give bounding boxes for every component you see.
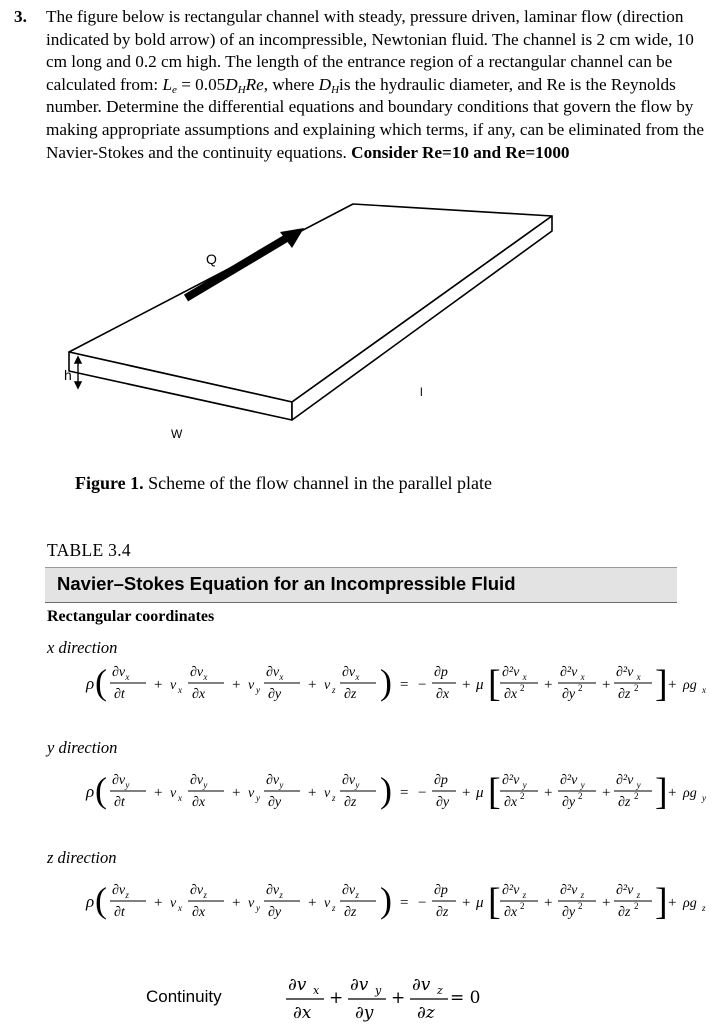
navier-stokes-z	[0, 874, 715, 944]
svg-text:ρ: ρ	[86, 782, 95, 801]
svg-text:x: x	[203, 672, 208, 682]
svg-text:∂v: ∂v	[350, 975, 369, 995]
problem-statement	[14, 6, 714, 164]
svg-text:∂x: ∂x	[192, 795, 206, 810]
svg-text:x: x	[313, 984, 320, 997]
svg-text:y: y	[256, 685, 260, 695]
svg-text:2: 2	[520, 901, 525, 911]
svg-text:=: =	[400, 895, 409, 911]
svg-text:2: 2	[578, 791, 583, 801]
svg-text:∂t: ∂t	[114, 905, 125, 920]
svg-text:(: (	[95, 770, 107, 810]
svg-text:(: (	[95, 880, 107, 920]
svg-text:[: [	[488, 771, 501, 813]
svg-text:x: x	[178, 903, 182, 913]
svg-text:z: z	[203, 890, 207, 900]
svg-text:+: +	[668, 677, 677, 693]
svg-text:∂z: ∂z	[618, 795, 631, 810]
svg-text:∂z: ∂z	[344, 687, 357, 702]
figure-caption	[75, 473, 492, 494]
svg-text:y: y	[203, 780, 208, 790]
svg-text:μ: μ	[476, 677, 484, 693]
svg-text:∂z: ∂z	[618, 905, 631, 920]
svg-text:∂v: ∂v	[190, 773, 204, 788]
svg-text:+: +	[308, 895, 317, 911]
svg-text:z: z	[279, 890, 283, 900]
svg-text:∂p: ∂p	[434, 665, 448, 680]
svg-text:v: v	[248, 786, 255, 801]
svg-text:v: v	[248, 678, 255, 693]
svg-text:∂v: ∂v	[190, 883, 204, 898]
problem-body	[46, 6, 714, 164]
svg-text:∂z: ∂z	[344, 905, 357, 920]
svg-text:∂z: ∂z	[618, 687, 631, 702]
svg-text:∂²v: ∂²v	[560, 883, 578, 898]
svg-text:x: x	[580, 672, 585, 682]
svg-text:x: x	[355, 672, 360, 682]
svg-text:−: −	[418, 785, 427, 801]
svg-text:v: v	[248, 896, 255, 911]
svg-text:[: [	[488, 663, 501, 705]
gravity-term: ρg	[683, 678, 697, 693]
svg-text:x: x	[279, 672, 284, 682]
svg-text:z: z	[437, 984, 443, 997]
svg-text:∂v: ∂v	[112, 883, 126, 898]
svg-text:∂v: ∂v	[412, 975, 431, 995]
channel-figure	[60, 192, 620, 452]
svg-text:∂v: ∂v	[266, 773, 280, 788]
svg-text:∂y: ∂y	[268, 905, 282, 920]
svg-text:+: +	[232, 677, 241, 693]
svg-text:∂y: ∂y	[268, 687, 282, 702]
svg-text:x: x	[702, 685, 706, 695]
svg-text:+: +	[154, 895, 163, 911]
problem-bold-instruction: Consider Re=10 and Re=1000	[351, 142, 570, 162]
svg-text:x: x	[522, 672, 527, 682]
svg-text:+: +	[232, 785, 241, 801]
svg-text:∂x: ∂x	[504, 687, 518, 702]
continuity-label: Continuity	[146, 987, 222, 1006]
formula-dh: $D_HRe$	[225, 74, 264, 96]
svg-text:−: −	[418, 895, 427, 911]
svg-text:2: 2	[578, 901, 583, 911]
table-label: TABLE 3.4	[47, 540, 131, 560]
svg-text:∂²v: ∂²v	[616, 773, 634, 788]
svg-text:∂y: ∂y	[562, 795, 576, 810]
svg-text:μ: μ	[476, 785, 484, 801]
svg-text:z: z	[702, 903, 706, 913]
direction-z-label: z direction	[47, 848, 117, 867]
svg-text:∂x: ∂x	[504, 905, 518, 920]
svg-text:z: z	[125, 890, 129, 900]
svg-text:y: y	[580, 780, 585, 790]
svg-text:+: +	[154, 785, 163, 801]
svg-text:]: ]	[655, 881, 668, 923]
table-title: Navier–Stokes Equation for an Incompressible Fluid	[57, 573, 516, 594]
svg-text:y: y	[702, 793, 706, 803]
gravity-term: ρg	[683, 896, 697, 911]
dh-variable: $D_H$	[318, 74, 340, 96]
svg-text:y: y	[256, 903, 260, 913]
label-l: l	[420, 385, 423, 399]
coordinate-system: Rectangular coordinates	[47, 608, 215, 625]
svg-text:y: y	[375, 984, 382, 997]
svg-text:y: y	[279, 780, 284, 790]
svg-text:+: +	[668, 785, 677, 801]
svg-text:ρ: ρ	[86, 892, 95, 911]
svg-text:∂v: ∂v	[266, 665, 280, 680]
svg-text:2: 2	[634, 683, 639, 693]
direction-y-label: y direction	[47, 738, 118, 757]
formula-le: $L_e$	[162, 74, 177, 96]
svg-text:+: +	[154, 677, 163, 693]
svg-text:(: (	[95, 662, 107, 702]
svg-text:v: v	[170, 678, 177, 693]
problem-text-2: is the hydraulic diameter, and Re is the Reynolds number. Determine the differential equations and boundary conditions that govern the flow by making appropriate assumptions and explaining which terms, if any, can be eliminated from the Navier-Stokes and the continuity equations.	[46, 74, 705, 162]
svg-text:y: y	[636, 780, 641, 790]
svg-text:∂²v: ∂²v	[502, 665, 520, 680]
gravity-term: ρg	[683, 786, 697, 801]
svg-text:=: =	[400, 785, 409, 801]
svg-text:2: 2	[634, 901, 639, 911]
svg-text:∂y: ∂y	[562, 687, 576, 702]
svg-text:∂v: ∂v	[342, 665, 356, 680]
problem-where: , where	[263, 74, 315, 94]
svg-text:+: +	[602, 677, 611, 693]
svg-text:∂²v: ∂²v	[616, 883, 634, 898]
svg-text:]: ]	[655, 663, 668, 705]
svg-text:z: z	[580, 890, 585, 900]
svg-text:+: +	[308, 677, 317, 693]
svg-text:∂²v: ∂²v	[560, 773, 578, 788]
svg-text:ρ: ρ	[86, 674, 95, 693]
problem-number: 3.	[14, 7, 27, 26]
formula-mid: = 0.05	[176, 74, 226, 94]
svg-text:∂t: ∂t	[114, 795, 125, 810]
svg-text:∂z: ∂z	[417, 1003, 435, 1023]
navier-stokes-y	[0, 764, 715, 834]
svg-text:μ: μ	[476, 895, 484, 911]
svg-text:z: z	[332, 903, 336, 913]
figure-caption-text: Scheme of the flow channel in the parallel plate	[148, 473, 493, 493]
svg-text:∂z: ∂z	[344, 795, 357, 810]
svg-text:+: +	[308, 785, 317, 801]
svg-text:v: v	[324, 678, 331, 693]
svg-text:∂v: ∂v	[112, 665, 126, 680]
svg-text:+: +	[602, 785, 611, 801]
svg-text:]: ]	[655, 771, 668, 813]
svg-text:): )	[380, 662, 392, 702]
continuity-equation	[280, 970, 480, 1024]
svg-text:): )	[380, 770, 392, 810]
svg-text:∂v: ∂v	[266, 883, 280, 898]
svg-text:∂y: ∂y	[355, 1003, 374, 1023]
svg-text:∂y: ∂y	[436, 795, 450, 810]
svg-text:∂²v: ∂²v	[502, 773, 520, 788]
svg-text:∂v: ∂v	[190, 665, 204, 680]
svg-text:y: y	[256, 793, 260, 803]
svg-text:z: z	[636, 890, 641, 900]
svg-text:2: 2	[634, 791, 639, 801]
figure-caption-label: Figure 1.	[75, 473, 144, 493]
svg-text:y: y	[355, 780, 360, 790]
svg-text:z: z	[355, 890, 359, 900]
continuity-rhs: = 0	[450, 988, 480, 1008]
svg-text:+: +	[544, 677, 553, 693]
svg-text:∂y: ∂y	[268, 795, 282, 810]
svg-text:∂p: ∂p	[434, 883, 448, 898]
svg-text:+: +	[329, 988, 344, 1008]
label-h: h	[64, 367, 72, 383]
svg-text:∂x: ∂x	[192, 905, 206, 920]
svg-text:y: y	[125, 780, 130, 790]
svg-text:v: v	[170, 896, 177, 911]
svg-text:∂p: ∂p	[434, 773, 448, 788]
svg-text:−: −	[418, 677, 427, 693]
svg-text:x: x	[636, 672, 641, 682]
svg-text:+: +	[668, 895, 677, 911]
svg-text:+: +	[544, 895, 553, 911]
svg-text:∂t: ∂t	[114, 687, 125, 702]
svg-text:∂²v: ∂²v	[502, 883, 520, 898]
svg-text:=: =	[400, 677, 409, 693]
svg-text:∂v: ∂v	[342, 773, 356, 788]
svg-text:+: +	[462, 895, 471, 911]
svg-text:2: 2	[520, 683, 525, 693]
svg-text:v: v	[324, 896, 331, 911]
svg-text:[: [	[488, 881, 501, 923]
svg-text:∂²v: ∂²v	[560, 665, 578, 680]
svg-text:∂v: ∂v	[342, 883, 356, 898]
svg-text:∂v: ∂v	[288, 975, 307, 995]
svg-text:∂x: ∂x	[293, 1003, 312, 1023]
navier-stokes-x	[0, 656, 715, 726]
svg-text:∂x: ∂x	[192, 687, 206, 702]
svg-text:z: z	[522, 890, 527, 900]
svg-text:x: x	[178, 685, 182, 695]
label-w: W	[171, 427, 183, 441]
svg-text:): )	[380, 880, 392, 920]
direction-x-label: x direction	[47, 638, 118, 657]
svg-text:v: v	[324, 786, 331, 801]
svg-text:2: 2	[520, 791, 525, 801]
svg-text:∂v: ∂v	[112, 773, 126, 788]
svg-text:+: +	[602, 895, 611, 911]
svg-text:z: z	[332, 793, 336, 803]
svg-text:x: x	[178, 793, 182, 803]
table-title-bar	[45, 567, 677, 603]
svg-text:+: +	[544, 785, 553, 801]
svg-text:y: y	[522, 780, 527, 790]
svg-text:+: +	[462, 677, 471, 693]
svg-text:+: +	[462, 785, 471, 801]
problem-text-1: The figure below is rectangular channel with steady, pressure driven, laminar flow (direction indicated by bold arrow) of an incompressible, Newtonian fluid. The channel is 2 cm wide, 10 cm long and 0.2 cm high. The length of the entrance region of a rectangular channel can be calculated from:	[46, 7, 694, 94]
svg-text:v: v	[170, 786, 177, 801]
svg-text:+: +	[391, 988, 406, 1008]
svg-text:+: +	[232, 895, 241, 911]
svg-text:∂x: ∂x	[436, 687, 450, 702]
label-q: Q	[206, 251, 217, 267]
svg-text:∂²v: ∂²v	[616, 665, 634, 680]
svg-text:∂x: ∂x	[504, 795, 518, 810]
svg-text:∂z: ∂z	[436, 905, 449, 920]
svg-text:z: z	[332, 685, 336, 695]
svg-text:x: x	[125, 672, 130, 682]
svg-text:∂y: ∂y	[562, 905, 576, 920]
svg-text:2: 2	[578, 683, 583, 693]
